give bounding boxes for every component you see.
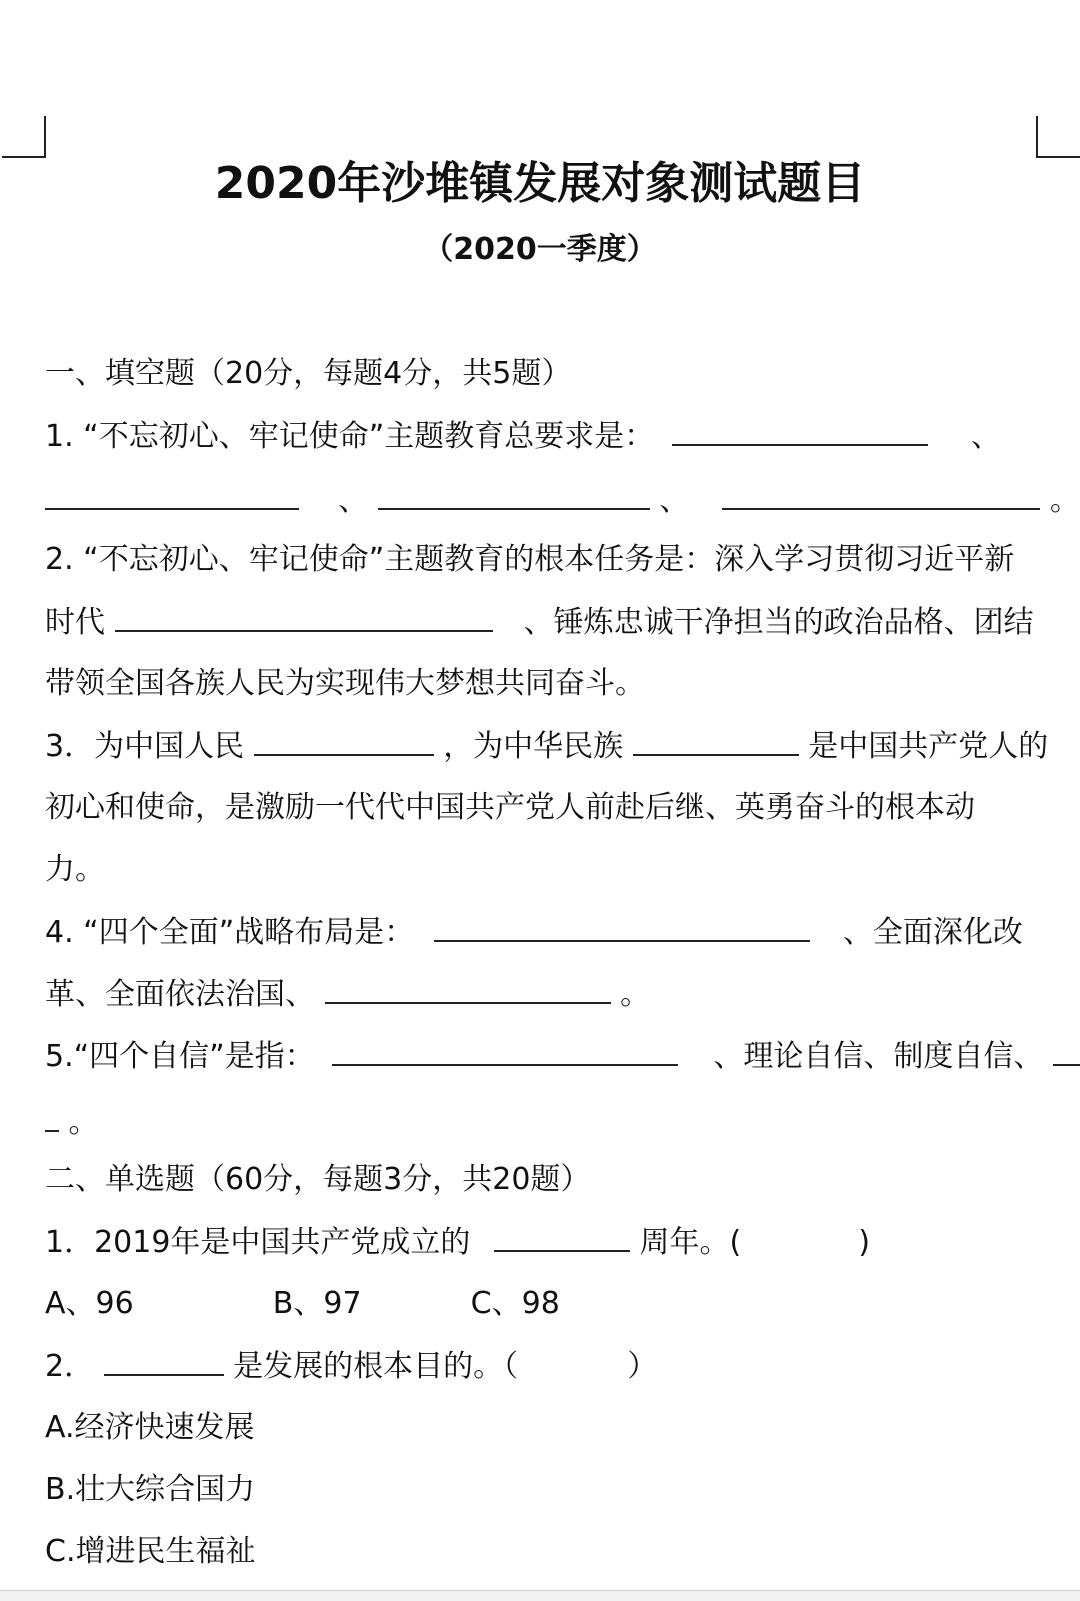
answer-blank[interactable] [45,478,299,510]
question-4-prefix: 4. “四个全面”战略布局是： [45,915,415,950]
choice-question-1-suffix: 周年。( [639,1225,742,1260]
choice-question-1-prompt: 1．2019年是中国共产党成立的 [45,1225,471,1260]
question-3-suffix: 是中国共产党人的 [808,729,1049,764]
document-subtitle: （2020一季度） [423,232,657,267]
section-heading-fill-blank: 一、填空题（20分，每题4分，共5题） [45,356,572,391]
question-2-suffix: 、锤炼忠诚干净担当的政治品格、团结 [523,605,1034,640]
answer-blank[interactable] [633,724,799,756]
question-2-line-3: 带领全国各族人民为实现伟大梦想共同奋斗。 [45,666,645,701]
question-3-prefix: 3．为中国人民 [45,729,245,764]
question-1-line-1 [45,414,1001,459]
separator: 、 [338,483,369,518]
sentence-end: 。 [620,977,651,1012]
question-4-line-1 [45,910,1023,955]
option-a[interactable]: A.经济快速发展 [45,1410,255,1445]
question-3-line-3: 力。 [45,852,105,887]
question-3-line-1 [45,724,1048,769]
document-title: 2020年沙堆镇发展对象测试题目 [214,158,866,209]
option-c[interactable]: C、98 [470,1286,560,1321]
question-4-line-2 [45,972,650,1017]
sentence-end: 。 [68,1105,99,1140]
choice-question-2-number: 2． [45,1349,95,1384]
choice-question-1 [45,1220,870,1265]
answer-blank[interactable] [494,1220,630,1252]
question-2-prefix: 时代 [45,605,105,640]
question-5-suffix: 、理论自信、制度自信、 [713,1039,1044,1074]
question-5-line-2 [45,1100,99,1145]
crop-mark-right [1036,116,1080,158]
choice-question-2 [45,1344,657,1389]
option-c[interactable]: C.增进民生福祉 [45,1534,256,1569]
question-2-line-2 [45,600,1034,645]
answer-blank[interactable] [325,972,611,1004]
answer-paren-close: ） [627,1349,658,1384]
answer-blank[interactable] [254,724,434,756]
question-5-prefix: 5.“四个自信”是指： [45,1039,315,1074]
question-5-line-1 [45,1034,1080,1079]
choice-question-1-options [45,1282,560,1326]
question-2-line-1: 2. “不忘初心、牢记使命”主题教育的根本任务是：深入学习贯彻习近平新 [45,542,1015,577]
question-4-line-2-prefix: 革、全面依法治国、 [45,977,315,1012]
question-1-line-2 [45,478,1080,523]
question-3-mid: ，为中华民族 [443,729,624,764]
question-1-prompt: 1. “不忘初心、牢记使命”主题教育总要求是： [45,419,655,454]
answer-blank[interactable] [672,414,928,446]
answer-blank[interactable] [104,1344,224,1376]
option-a[interactable]: A、96 [45,1286,134,1321]
answer-blank[interactable] [722,478,1040,510]
answer-blank-continued[interactable] [45,1100,59,1132]
choice-question-2-prompt: 是发展的根本目的。（ [233,1349,519,1384]
page-bottom-edge [0,1590,1080,1601]
separator: 、 [970,419,1001,454]
answer-blank[interactable] [434,910,810,942]
sentence-end: 。 [1049,483,1080,518]
option-b[interactable]: B.壮大综合国力 [45,1472,256,1507]
answer-blank[interactable] [115,600,493,632]
crop-mark-left [2,116,46,158]
answer-paren-close: ) [858,1225,871,1260]
question-3-line-2: 初心和使命，是激励一代代中国共产党人前赴后继、英勇奋斗的根本动 [45,790,975,825]
answer-blank[interactable] [378,478,650,510]
section-heading-single-choice: 二、单选题（60分，每题3分，共20题） [45,1162,591,1197]
separator: 、 [659,483,690,518]
answer-blank[interactable] [332,1034,678,1066]
answer-blank[interactable] [1053,1034,1080,1066]
option-b[interactable]: B、97 [272,1286,362,1321]
question-4-suffix: 、全面深化改 [842,915,1023,950]
